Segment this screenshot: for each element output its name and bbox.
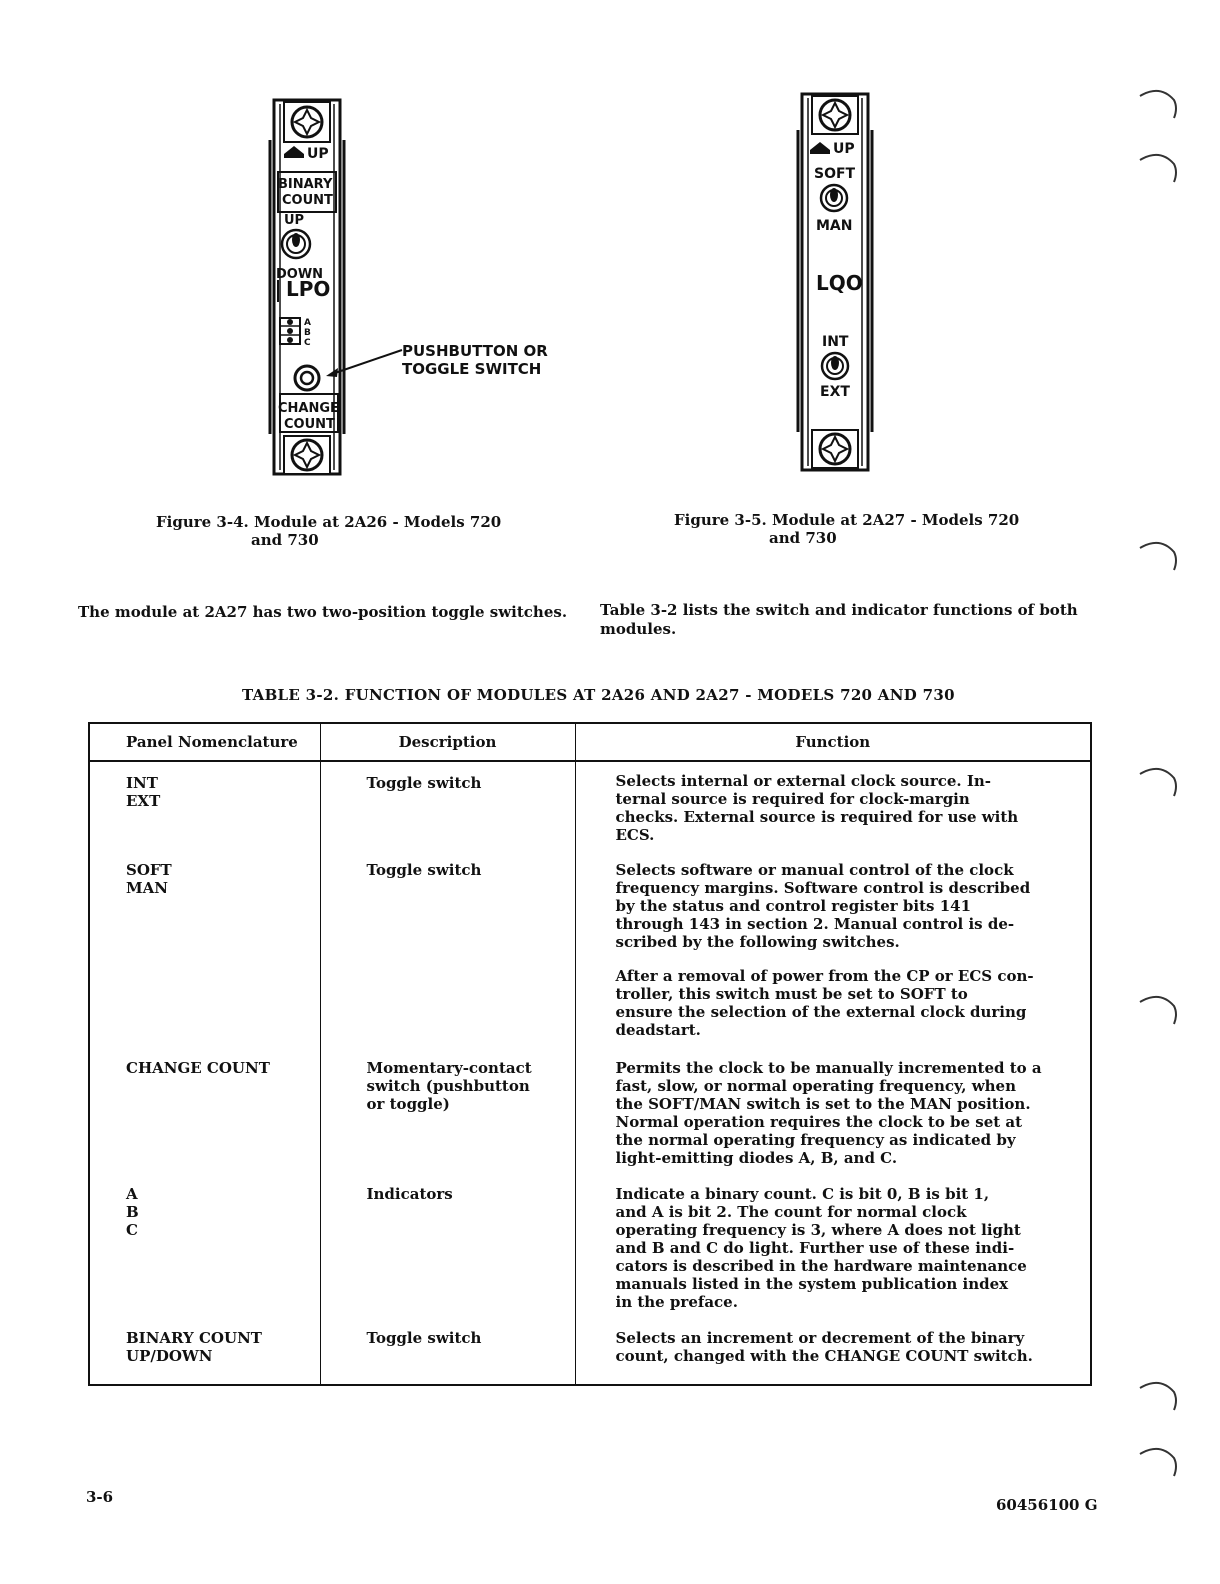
fig35-ext-label: EXT — [820, 384, 850, 400]
fig34-module-name: LPO — [286, 277, 331, 301]
fig35-int-label: INT — [822, 334, 849, 350]
abc-led-indicators — [280, 318, 311, 348]
fig34-caption-line-2: and 730 — [251, 531, 319, 549]
row-description: Momentary-contact switch (pushbutton or toggle) — [366, 1058, 532, 1113]
figure-3-4-caption — [156, 513, 501, 549]
fig34-toggle-up-label: UP — [284, 213, 305, 228]
row-nomenclature: BINARY COUNT UP/DOWN — [126, 1328, 262, 1365]
table-row — [89, 1043, 1091, 1169]
document-number: 60456100 G — [996, 1496, 1098, 1514]
figure-3-5-module-drawing — [794, 90, 878, 474]
fig35-up-label: UP — [833, 141, 855, 157]
row-nomenclature: CHANGE COUNT — [126, 1058, 270, 1077]
bottom-screw-icon — [812, 430, 858, 468]
table-row — [89, 845, 1091, 1042]
table-row — [89, 1169, 1091, 1313]
binder-mark-icon — [1138, 86, 1182, 122]
row-function-continued: After a removal of power from the CP or ECS con- troller, this switch must be set to SOFT to ensure the selection of the external clock during deadstart. — [615, 967, 1034, 1040]
header-description: Description — [320, 723, 575, 761]
row-nomenclature: A B C — [126, 1184, 139, 1239]
callout-label — [402, 342, 548, 378]
header-function: Function — [575, 723, 1091, 761]
function-table — [88, 722, 1092, 1386]
fig34-count2-label: COUNT — [284, 417, 335, 432]
row-description: Toggle switch — [366, 1328, 482, 1347]
page-number: 3-6 — [86, 1488, 114, 1506]
fig34-up-label: UP — [307, 146, 329, 162]
table-header-row — [89, 723, 1091, 761]
top-screw-icon — [812, 96, 858, 134]
binder-mark-icon — [1138, 992, 1182, 1028]
right-paragraph-line-2: modules. — [600, 620, 677, 638]
row-function: Selects software or manual control of the clock frequency margins. Software control is described by the status and control register bits 141 through 143 in section 2. Manual control is de- scribed by the following switches. — [615, 861, 1031, 952]
binder-mark-icon — [1138, 1444, 1182, 1480]
bottom-screw-icon — [284, 436, 330, 474]
fig34-binary-label: BINARY — [278, 177, 333, 192]
led-c-label: C — [304, 338, 311, 348]
binder-mark-icon — [1138, 1378, 1182, 1414]
fig34-toggle-down-label: DOWN — [276, 267, 324, 282]
callout-line-2: TOGGLE SWITCH — [402, 360, 542, 378]
fig35-caption-line-2: and 730 — [769, 529, 837, 547]
callout-arrow — [320, 340, 410, 385]
fig35-caption-line-1: Figure 3-5. Module at 2A27 - Models 720 — [674, 511, 1020, 529]
int-ext-toggle-switch[interactable] — [822, 353, 848, 379]
left-paragraph: The module at 2A27 has two two-position toggle switches. — [78, 603, 568, 621]
row-function: Indicate a binary count. C is bit 0, B is bit 1, and A is bit 2. The count for normal clock operating frequency is 3, where A does not light and B and C do light. Further use of these indi- cators is described in the hardware maintenance manuals listed in the system publication index in the preface. — [615, 1184, 1027, 1311]
soft-man-toggle-switch[interactable] — [821, 185, 847, 211]
binary-count-toggle-switch[interactable] — [282, 230, 310, 258]
right-paragraph — [600, 601, 1090, 639]
led-b-label: B — [304, 328, 311, 338]
table-row — [89, 761, 1091, 845]
figure-3-5-caption — [674, 511, 1019, 547]
header-panel-nomenclature: Panel Nomenclature — [89, 723, 320, 761]
table-row — [89, 1313, 1091, 1385]
fig35-man-label: MAN — [816, 218, 853, 234]
fig34-change-label: CHANGE — [278, 401, 339, 416]
table-title: TABLE 3-2. FUNCTION OF MODULES AT 2A26 AND 2A27 - MODELS 720 AND 730 — [242, 686, 955, 704]
row-description: Toggle switch — [366, 774, 482, 792]
fig34-count-label: COUNT — [282, 193, 333, 208]
row-function: Selects internal or external clock source. In- ternal source is required for clock-margin checks. External source is required for use with ECS. — [615, 772, 1019, 844]
row-description: Indicators — [366, 1184, 453, 1203]
fig34-caption-line-1: Figure 3-4. Module at 2A26 - Models 720 — [156, 513, 502, 531]
callout-line-1: PUSHBUTTON OR — [402, 342, 548, 360]
fig35-module-name: LQO — [816, 271, 863, 295]
figure-3-4-module-drawing — [262, 96, 352, 480]
row-nomenclature: INT EXT — [126, 774, 161, 810]
led-a-label: A — [304, 318, 311, 328]
top-screw-icon — [284, 102, 330, 142]
fig35-soft-label: SOFT — [814, 166, 856, 182]
row-nomenclature: SOFT MAN — [126, 861, 172, 898]
binder-mark-icon — [1138, 150, 1182, 186]
binder-mark-icon — [1138, 538, 1182, 574]
row-function: Permits the clock to be manually incremented to a fast, slow, or normal operating frequency, when the SOFT/MAN switch is set to the MAN position. Normal operation requires the clock to be set at the normal operating frequency as indicated by light-emitting diodes A, B, and C. — [615, 1058, 1042, 1167]
row-function: Selects an increment or decrement of the binary count, changed with the CHANGE COUNT switch. — [615, 1328, 1033, 1365]
change-count-pushbutton[interactable] — [295, 366, 319, 390]
right-paragraph-line-1: Table 3-2 lists the switch and indicator functions of both — [600, 601, 1078, 619]
binder-mark-icon — [1138, 764, 1182, 800]
row-description: Toggle switch — [366, 861, 482, 880]
